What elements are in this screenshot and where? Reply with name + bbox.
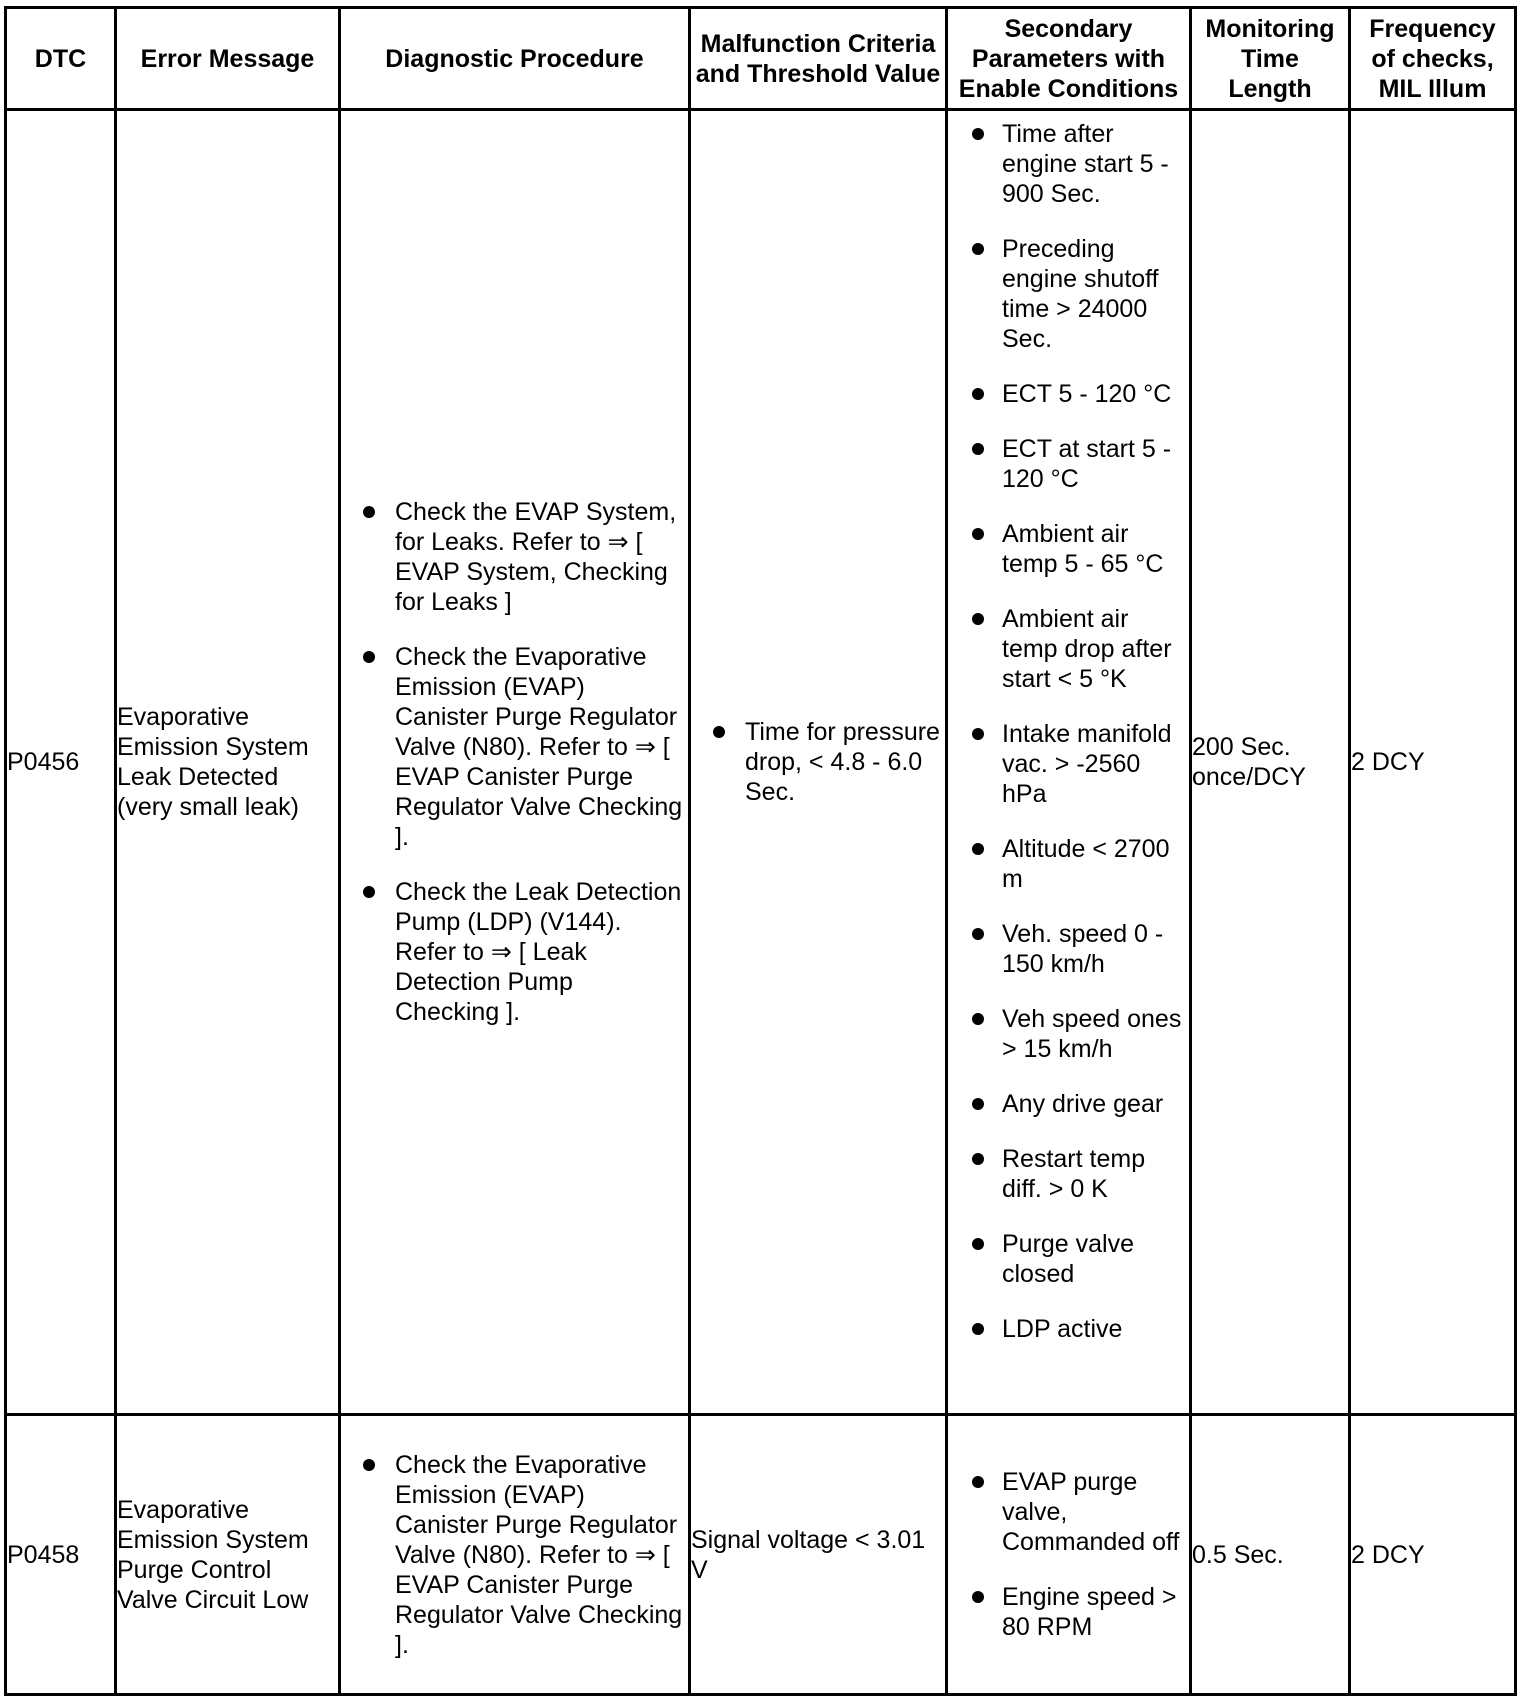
procedure-item: Check the Evaporative Emission (EVAP) Canister Purge Regulator Valve (N80). Refer to ⇒ [ EVAP Canister Purge Regulator Valve Checking ]. bbox=[341, 1450, 688, 1660]
bullet-icon bbox=[972, 928, 984, 940]
secondary-item: Any drive gear bbox=[948, 1089, 1189, 1119]
secondary-item: Time after engine start 5 - 900 Sec. bbox=[948, 119, 1189, 209]
bullet-icon bbox=[713, 726, 725, 738]
secondary-item: Ambient air temp 5 - 65 °C bbox=[948, 519, 1189, 579]
secondary-item: ECT 5 - 120 °C bbox=[948, 379, 1189, 409]
diagnostic-procedure bbox=[340, 1415, 690, 1695]
bullet-icon bbox=[363, 506, 375, 518]
bullet-icon bbox=[972, 1153, 984, 1165]
dtc-code: P0456 bbox=[6, 110, 116, 1415]
criteria-item: Time for pressure drop, < 4.8 - 6.0 Sec. bbox=[691, 717, 945, 807]
bullet-icon bbox=[972, 1238, 984, 1250]
bullet-icon bbox=[972, 128, 984, 140]
bullet-icon bbox=[972, 613, 984, 625]
secondary-item: Purge valve closed bbox=[948, 1229, 1189, 1289]
bullet-icon bbox=[972, 728, 984, 740]
secondary-item: LDP active bbox=[948, 1314, 1189, 1344]
error-message: Evaporative Emission System Purge Control Valve Circuit Low bbox=[116, 1415, 340, 1695]
secondary-item: Altitude < 2700 m bbox=[948, 834, 1189, 894]
table-row bbox=[6, 1415, 1516, 1695]
frequency: 2 DCY bbox=[1350, 1415, 1516, 1695]
dtc-code: P0458 bbox=[6, 1415, 116, 1695]
header-diagnostic-procedure: Diagnostic Procedure bbox=[340, 8, 690, 110]
bullet-icon bbox=[363, 1459, 375, 1471]
procedure-item: Check the Evaporative Emission (EVAP) Canister Purge Regulator Valve (N80). Refer to ⇒ [ EVAP Canister Purge Regulator Valve Checking ]. bbox=[341, 642, 688, 852]
bullet-icon bbox=[363, 651, 375, 663]
bullet-icon bbox=[972, 243, 984, 255]
table-row bbox=[6, 110, 1516, 1415]
header-dtc: DTC bbox=[6, 8, 116, 110]
malfunction-criteria: Signal voltage < 3.01 V bbox=[690, 1415, 947, 1695]
bullet-icon bbox=[972, 388, 984, 400]
bullet-icon bbox=[972, 443, 984, 455]
secondary-item: Veh speed ones > 15 km/h bbox=[948, 1004, 1189, 1064]
bullet-icon bbox=[972, 528, 984, 540]
secondary-item: Preceding engine shutoff time > 24000 Sec. bbox=[948, 234, 1189, 354]
error-message: Evaporative Emission System Leak Detected (very small leak) bbox=[116, 110, 340, 1415]
secondary-item: Restart temp diff. > 0 K bbox=[948, 1144, 1189, 1204]
bullet-icon bbox=[972, 843, 984, 855]
header-error-message: Error Message bbox=[116, 8, 340, 110]
procedure-item: Check the Leak Detection Pump (LDP) (V144). Refer to ⇒ [ Leak Detection Pump Checking ]. bbox=[341, 877, 688, 1027]
malfunction-criteria bbox=[690, 110, 947, 1415]
secondary-item: Intake manifold vac. > -2560 hPa bbox=[948, 719, 1189, 809]
bullet-icon bbox=[972, 1591, 984, 1603]
monitoring-time: 200 Sec. once/DCY bbox=[1191, 110, 1350, 1415]
bullet-icon bbox=[972, 1476, 984, 1488]
bullet-icon bbox=[972, 1323, 984, 1335]
monitoring-time: 0.5 Sec. bbox=[1191, 1415, 1350, 1695]
header-secondary-parameters: Secondary Parameters with Enable Conditions bbox=[947, 8, 1191, 110]
dtc-table bbox=[4, 6, 1517, 1696]
header-malfunction-criteria: Malfunction Criteria and Threshold Value bbox=[690, 8, 947, 110]
secondary-item: EVAP purge valve, Commanded off bbox=[948, 1467, 1189, 1557]
diagnostic-procedure bbox=[340, 110, 690, 1415]
header-frequency: Frequency of checks, MIL Illum bbox=[1350, 8, 1516, 110]
header-monitoring-time: Monitoring Time Length bbox=[1191, 8, 1350, 110]
frequency: 2 DCY bbox=[1350, 110, 1516, 1415]
bullet-icon bbox=[972, 1013, 984, 1025]
secondary-item: ECT at start 5 - 120 °C bbox=[948, 434, 1189, 494]
secondary-parameters bbox=[947, 1415, 1191, 1695]
bullet-icon bbox=[972, 1098, 984, 1110]
procedure-item: Check the EVAP System, for Leaks. Refer to ⇒ [ EVAP System, Checking for Leaks ] bbox=[341, 497, 688, 617]
secondary-item: Engine speed > 80 RPM bbox=[948, 1582, 1189, 1642]
header-row bbox=[6, 8, 1516, 110]
secondary-item: Veh. speed 0 - 150 km/h bbox=[948, 919, 1189, 979]
secondary-item: Ambient air temp drop after start < 5 °K bbox=[948, 604, 1189, 694]
bullet-icon bbox=[363, 886, 375, 898]
secondary-parameters bbox=[947, 110, 1191, 1415]
